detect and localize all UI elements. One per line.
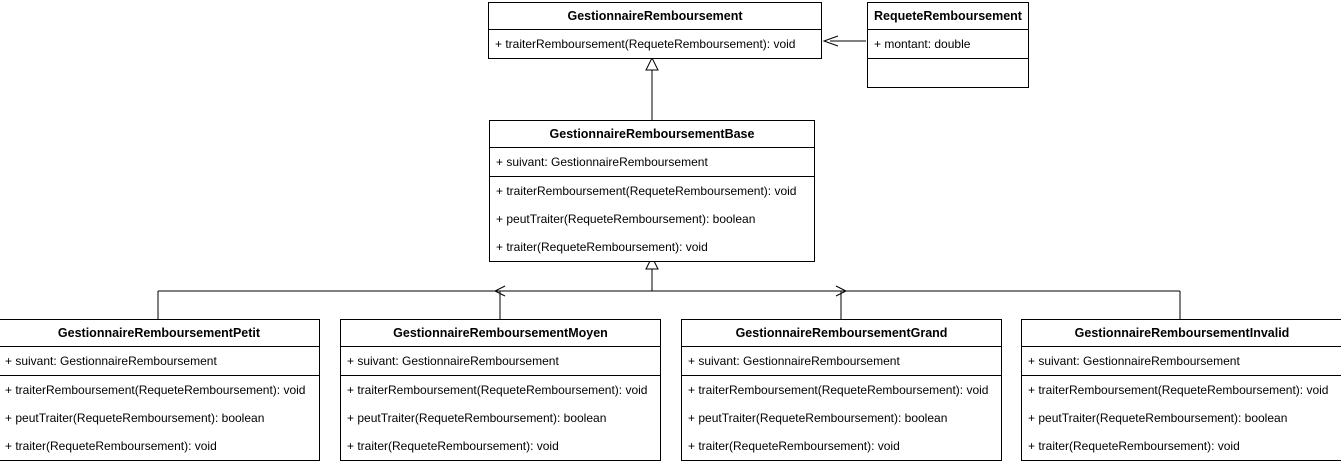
class-box-gestionnaire-remboursement-invalid[interactable] (1021, 319, 1341, 461)
class-title: GestionnaireRemboursementBase (490, 121, 814, 148)
attribute-row: + suivant: GestionnaireRemboursement (496, 155, 708, 169)
open-arrow-head-left-bus (495, 286, 505, 296)
class-title: GestionnaireRemboursementGrand (682, 320, 1001, 347)
operations-compartment (868, 59, 1028, 87)
operations-compartment (0, 376, 319, 460)
operations-compartment (341, 376, 660, 460)
operation-row: + peutTraiter(RequeteRemboursement): boolean (5, 411, 265, 425)
attributes-compartment (868, 30, 1028, 59)
operation-row: + traiter(RequeteRemboursement): void (347, 439, 559, 453)
operation-row: + traiterRemboursement(RequeteRemboursement): void (1028, 383, 1329, 397)
open-arrow-head-dependency (824, 36, 838, 46)
class-box-gestionnaire-remboursement[interactable] (488, 2, 822, 59)
operation-row: + traiterRemboursement(RequeteRemboursement): void (688, 383, 989, 397)
class-title: GestionnaireRemboursementInvalid (1022, 320, 1341, 347)
operations-compartment (1022, 376, 1341, 460)
class-box-gestionnaire-remboursement-base[interactable] (489, 120, 815, 262)
open-arrow-head-right-bus (836, 286, 846, 296)
operation-row: + peutTraiter(RequeteRemboursement): boolean (496, 212, 756, 226)
class-box-gestionnaire-remboursement-grand[interactable] (681, 319, 1002, 461)
attributes-compartment (0, 347, 319, 376)
operations-compartment (489, 30, 821, 58)
class-box-gestionnaire-remboursement-petit[interactable] (0, 319, 320, 461)
hollow-triangle-root (646, 58, 658, 70)
attribute-row: + suivant: GestionnaireRemboursement (5, 354, 217, 368)
operation-row: + peutTraiter(RequeteRemboursement): boolean (688, 411, 948, 425)
class-title: RequeteRemboursement (868, 3, 1028, 30)
attributes-compartment (1022, 347, 1341, 376)
class-box-gestionnaire-remboursement-moyen[interactable] (340, 319, 661, 461)
class-title: GestionnaireRemboursementMoyen (341, 320, 660, 347)
operation-row: + traiterRemboursement(RequeteRemboursement): void (496, 184, 797, 198)
operations-compartment (682, 376, 1001, 460)
attribute-row: + suivant: GestionnaireRemboursement (688, 354, 900, 368)
operation-row: + traiterRemboursement(RequeteRemboursement): void (5, 383, 306, 397)
attributes-compartment (490, 148, 814, 177)
operation-row: + peutTraiter(RequeteRemboursement): boolean (1028, 411, 1288, 425)
attribute-row: + montant: double (874, 37, 971, 51)
operations-empty (868, 59, 1028, 87)
operation-row: + traiter(RequeteRemboursement): void (688, 439, 900, 453)
class-box-requete-remboursement[interactable] (867, 2, 1029, 88)
attributes-compartment (341, 347, 660, 376)
attribute-row: + suivant: GestionnaireRemboursement (347, 354, 559, 368)
class-title: GestionnaireRemboursement (489, 3, 821, 30)
operation-row: + traiterRemboursement(RequeteRemboursement): void (495, 37, 796, 51)
operation-row: + traiter(RequeteRemboursement): void (5, 439, 217, 453)
attributes-compartment (682, 347, 1001, 376)
attribute-row: + suivant: GestionnaireRemboursement (1028, 354, 1240, 368)
class-title: GestionnaireRemboursementPetit (0, 320, 319, 347)
operation-row: + peutTraiter(RequeteRemboursement): boolean (347, 411, 607, 425)
operation-row: + traiter(RequeteRemboursement): void (496, 240, 708, 254)
operation-row: + traiterRemboursement(RequeteRemboursement): void (347, 383, 648, 397)
operations-compartment (490, 177, 814, 261)
operation-row: + traiter(RequeteRemboursement): void (1028, 439, 1240, 453)
